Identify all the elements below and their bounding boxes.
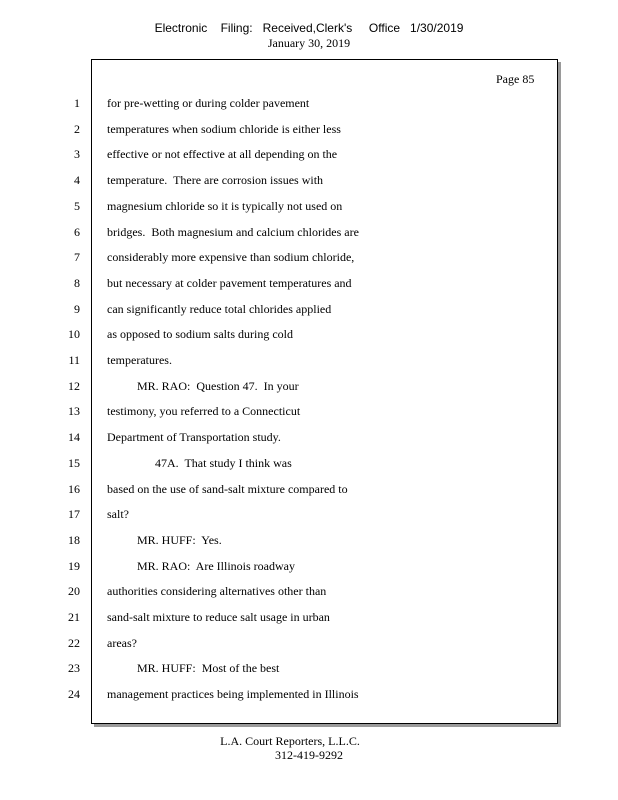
line-text: effective or not effective at all depending on the <box>107 147 338 161</box>
line-number: 23 <box>68 661 80 675</box>
line-text: can significantly reduce total chlorides applied <box>107 302 332 316</box>
line-number: 11 <box>68 353 80 367</box>
line-number: 14 <box>68 430 80 444</box>
line-text: MR. HUFF: Most of the best <box>107 661 280 675</box>
line-number: 7 <box>74 250 80 264</box>
line-number: 12 <box>68 379 80 393</box>
court-reporter-name: L.A. Court Reporters, L.L.C. <box>220 734 360 748</box>
line-text: temperatures when sodium chloride is either less <box>107 122 341 136</box>
line-text: considerably more expensive than sodium chloride, <box>107 250 355 264</box>
line-text: 47A. That study I think was <box>107 456 292 470</box>
line-number: 10 <box>68 327 80 341</box>
line-number: 5 <box>74 199 80 213</box>
line-number: 17 <box>68 507 80 521</box>
line-text: areas? <box>107 636 137 650</box>
line-text: for pre-wetting or during colder pavement <box>107 96 310 110</box>
line-number: 8 <box>74 276 80 290</box>
line-number: 18 <box>68 533 80 547</box>
line-text: MR. RAO: Are Illinois roadway <box>107 559 295 573</box>
line-text: bridges. Both magnesium and calcium chlorides are <box>107 225 359 239</box>
line-number: 24 <box>68 687 80 701</box>
line-number: 13 <box>68 404 80 418</box>
line-number: 22 <box>68 636 80 650</box>
line-number: 16 <box>68 482 80 496</box>
line-text: testimony, you referred to a Connecticut <box>107 404 301 418</box>
line-text: as opposed to sodium salts during cold <box>107 327 293 341</box>
filing-stamp: Electronic Filing: Received,Clerk's Office 1/30/2019 <box>154 21 464 35</box>
line-number: 19 <box>68 559 80 573</box>
line-number: 6 <box>74 225 80 239</box>
page-number: Page 85 <box>496 72 535 86</box>
line-text: Department of Transportation study. <box>107 430 281 444</box>
line-number: 3 <box>74 147 80 161</box>
line-text: temperatures. <box>107 353 172 367</box>
line-text: sand-salt mixture to reduce salt usage in urban <box>107 610 330 624</box>
line-text: authorities considering alternatives other than <box>107 584 327 598</box>
line-text: MR. HUFF: Yes. <box>107 533 222 547</box>
line-number: 9 <box>74 302 80 316</box>
line-text: management practices being implemented in Illinois <box>107 687 359 701</box>
court-reporter-phone: 312-419-9292 <box>275 748 343 762</box>
line-text: but necessary at colder pavement temperatures and <box>107 276 352 290</box>
filing-date: January 30, 2019 <box>267 36 351 50</box>
line-text: salt? <box>107 507 129 521</box>
line-text: temperature. There are corrosion issues with <box>107 173 324 187</box>
line-text: MR. RAO: Question 47. In your <box>107 379 299 393</box>
line-number: 15 <box>68 456 80 470</box>
line-number: 1 <box>74 96 80 110</box>
line-number: 4 <box>74 173 80 187</box>
line-number: 20 <box>68 584 80 598</box>
line-number: 21 <box>68 610 80 624</box>
line-number: 2 <box>74 122 80 136</box>
line-text: magnesium chloride so it is typically not used on <box>107 199 343 213</box>
line-text: based on the use of sand-salt mixture compared to <box>107 482 348 496</box>
